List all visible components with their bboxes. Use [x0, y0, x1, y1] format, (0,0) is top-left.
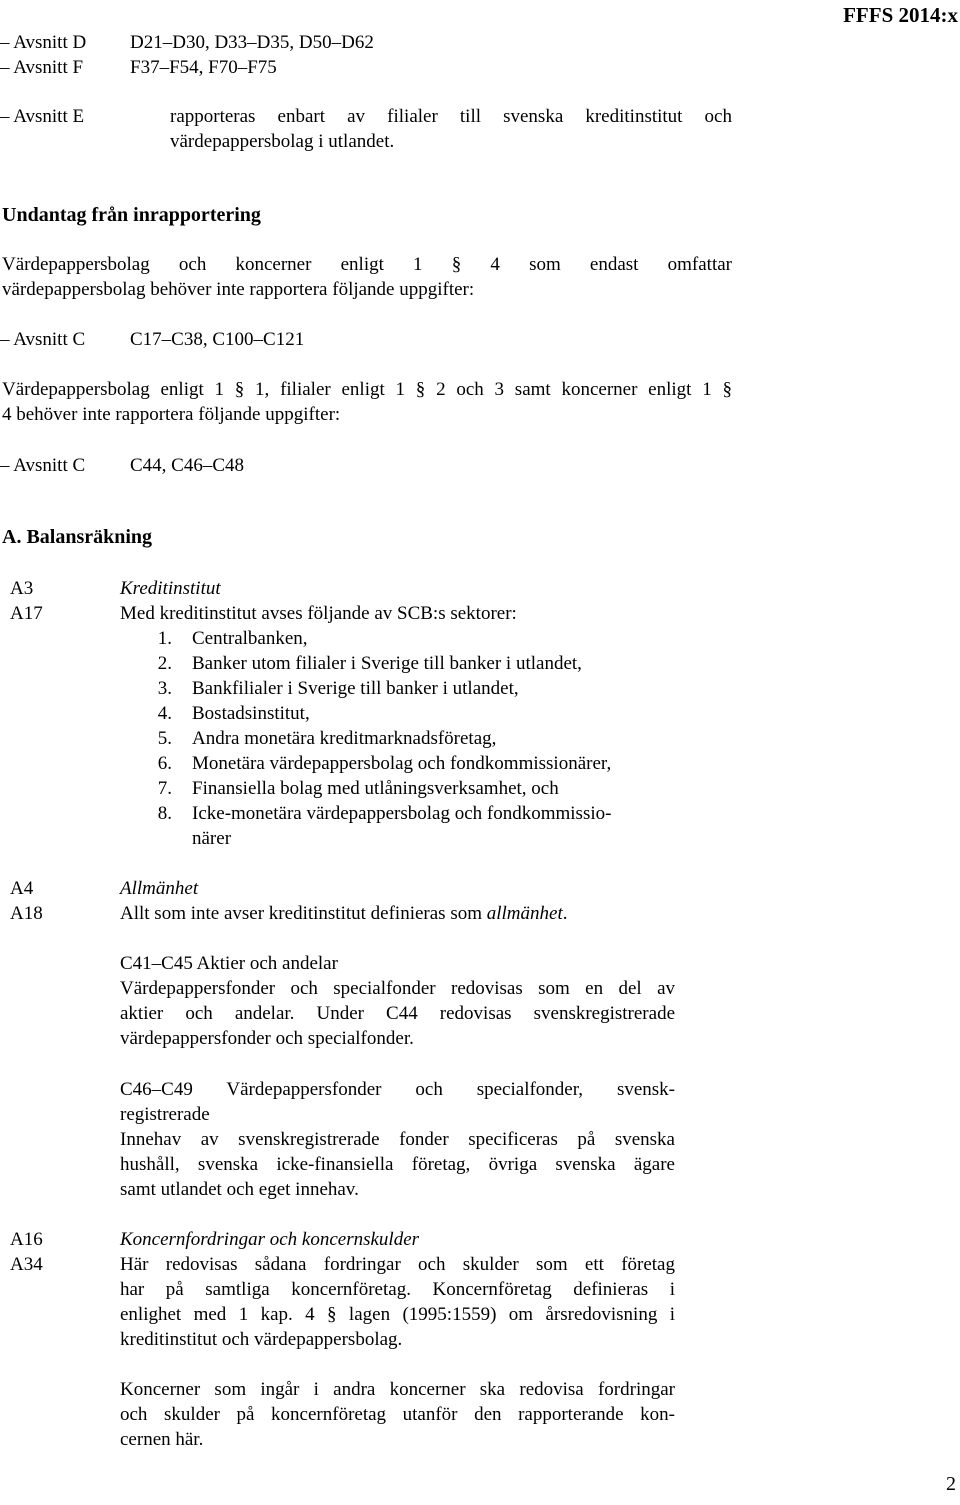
block1-title: Kreditinstitut: [120, 578, 221, 599]
block2-text-emphasis: allmänhet: [486, 903, 563, 924]
block4-heading-line1: C46–C49 Värdepappersfonder och specialfonder, svensk-: [120, 1079, 675, 1100]
exceptions-heading: Undantag från inrapportering: [2, 204, 261, 226]
block2-text: [120, 901, 568, 926]
block2-code-2: A18: [10, 903, 43, 924]
section-d-codes: D21–D30, D33–D35, D50–D62: [130, 32, 374, 53]
exceptions-para2-line2: 4 behöver inte rapportera följande uppgifter:: [2, 404, 341, 425]
block4-line-last: samt utlandet och eget innehav.: [120, 1179, 359, 1200]
list-number: 5.: [157, 728, 172, 749]
list-number: 7.: [157, 778, 172, 799]
block4-heading-line2: registrerade: [120, 1104, 210, 1125]
block3-line: aktier och andelar. Under C44 redovisas svenskregistrerade: [120, 1003, 675, 1024]
block5-line: Här redovisas sådana fordringar och skulder som ett företag: [120, 1254, 675, 1275]
list-item: Monetära värdepappersbolag och fondkommissionärer,: [192, 753, 612, 774]
page-number: 2: [946, 1473, 956, 1495]
list-number: 8.: [157, 803, 172, 824]
block3-heading: C41–C45 Aktier och andelar: [120, 953, 338, 974]
block6-line: och skulder på koncernföretag utanför den rapporterande kon-: [120, 1404, 675, 1425]
block5-line: har på samtliga koncernföretag. Koncernföretag definieras i: [120, 1279, 675, 1300]
block5-line-last: kreditinstitut och värdepappersbolag.: [120, 1329, 403, 1350]
block5-title: Koncernfordringar och koncernskulder: [120, 1229, 420, 1250]
list-item: Finansiella bolag med utlåningsverksamhet, och: [192, 778, 559, 799]
block4-line: Innehav av svenskregistrerade fonder specificeras på svenska: [120, 1129, 675, 1150]
balance-heading: A. Balansräkning: [2, 526, 153, 548]
exceptions-item1-label: – Avsnitt C: [0, 329, 86, 350]
section-f-codes: F37–F54, F70–F75: [130, 57, 277, 78]
block4-line: hushåll, svenska icke-finansiella företag, övriga svenska ägare: [120, 1154, 675, 1175]
block5-code-1: A16: [10, 1229, 43, 1250]
block2-text-main: Allt som inte avser kreditinstitut definieras som: [120, 903, 487, 924]
section-f-label: – Avsnitt F: [0, 57, 84, 78]
document-id: FFFS 2014:x: [843, 3, 958, 27]
list-item: Centralbanken,: [192, 628, 308, 649]
list-number: 6.: [157, 753, 172, 774]
section-e-text-line1: rapporteras enbart av filialer till svenska kreditinstitut och: [170, 106, 732, 127]
block2-text-period: .: [562, 903, 568, 924]
block3-line-last: värdepappersfonder och specialfonder.: [120, 1028, 414, 1049]
exceptions-item2-label: – Avsnitt C: [0, 455, 86, 476]
list-number: 2.: [157, 653, 172, 674]
list-item: Bankfilialer i Sverige till banker i utlandet,: [192, 678, 519, 699]
block1-code-2: A17: [10, 603, 43, 624]
section-e-label: – Avsnitt E: [0, 106, 85, 127]
exceptions-para2-line1: Värdepappersbolag enligt 1 § 1, filialer enligt 1 § 2 och 3 samt koncerner enligt 1 §: [2, 379, 732, 400]
block1-intro: Med kreditinstitut avses följande av SCB:s sektorer:: [120, 603, 517, 624]
list-number: 1.: [157, 628, 172, 649]
block3-line: Värdepappersfonder och specialfonder redovisas som en del av: [120, 978, 675, 999]
list-item-continuation: närer: [192, 828, 232, 849]
list-number: 4.: [157, 703, 172, 724]
block2-title: Allmänhet: [120, 878, 199, 899]
list-item: Icke-monetära värdepappersbolag och fondkommissio-: [192, 803, 612, 824]
list-number: 3.: [157, 678, 172, 699]
exceptions-item1-codes: C17–C38, C100–C121: [130, 329, 305, 350]
section-e-text-line2: värdepappersbolag i utlandet.: [170, 131, 395, 152]
exceptions-item2-codes: C44, C46–C48: [130, 455, 245, 476]
exceptions-para1-line1: Värdepappersbolag och koncerner enligt 1 § 4 som endast omfattar: [2, 254, 732, 275]
block6-line: Koncerner som ingår i andra koncerner ska redovisa fordringar: [120, 1379, 675, 1400]
block6-line-last: cernen här.: [120, 1429, 204, 1450]
block5-code-2: A34: [10, 1254, 43, 1275]
block1-code-1: A3: [10, 578, 34, 599]
section-d-label: – Avsnitt D: [0, 32, 87, 53]
block2-code-1: A4: [10, 878, 34, 899]
list-item: Bostadsinstitut,: [192, 703, 310, 724]
list-item: Andra monetära kreditmarknadsföretag,: [192, 728, 497, 749]
list-item: Banker utom filialer i Sverige till banker i utlandet,: [192, 653, 582, 674]
block5-line: enlighet med 1 kap. 4 § lagen (1995:1559) om årsredovisning i: [120, 1304, 675, 1325]
exceptions-para1-line2: värdepappersbolag behöver inte rapportera följande uppgifter:: [2, 279, 475, 300]
